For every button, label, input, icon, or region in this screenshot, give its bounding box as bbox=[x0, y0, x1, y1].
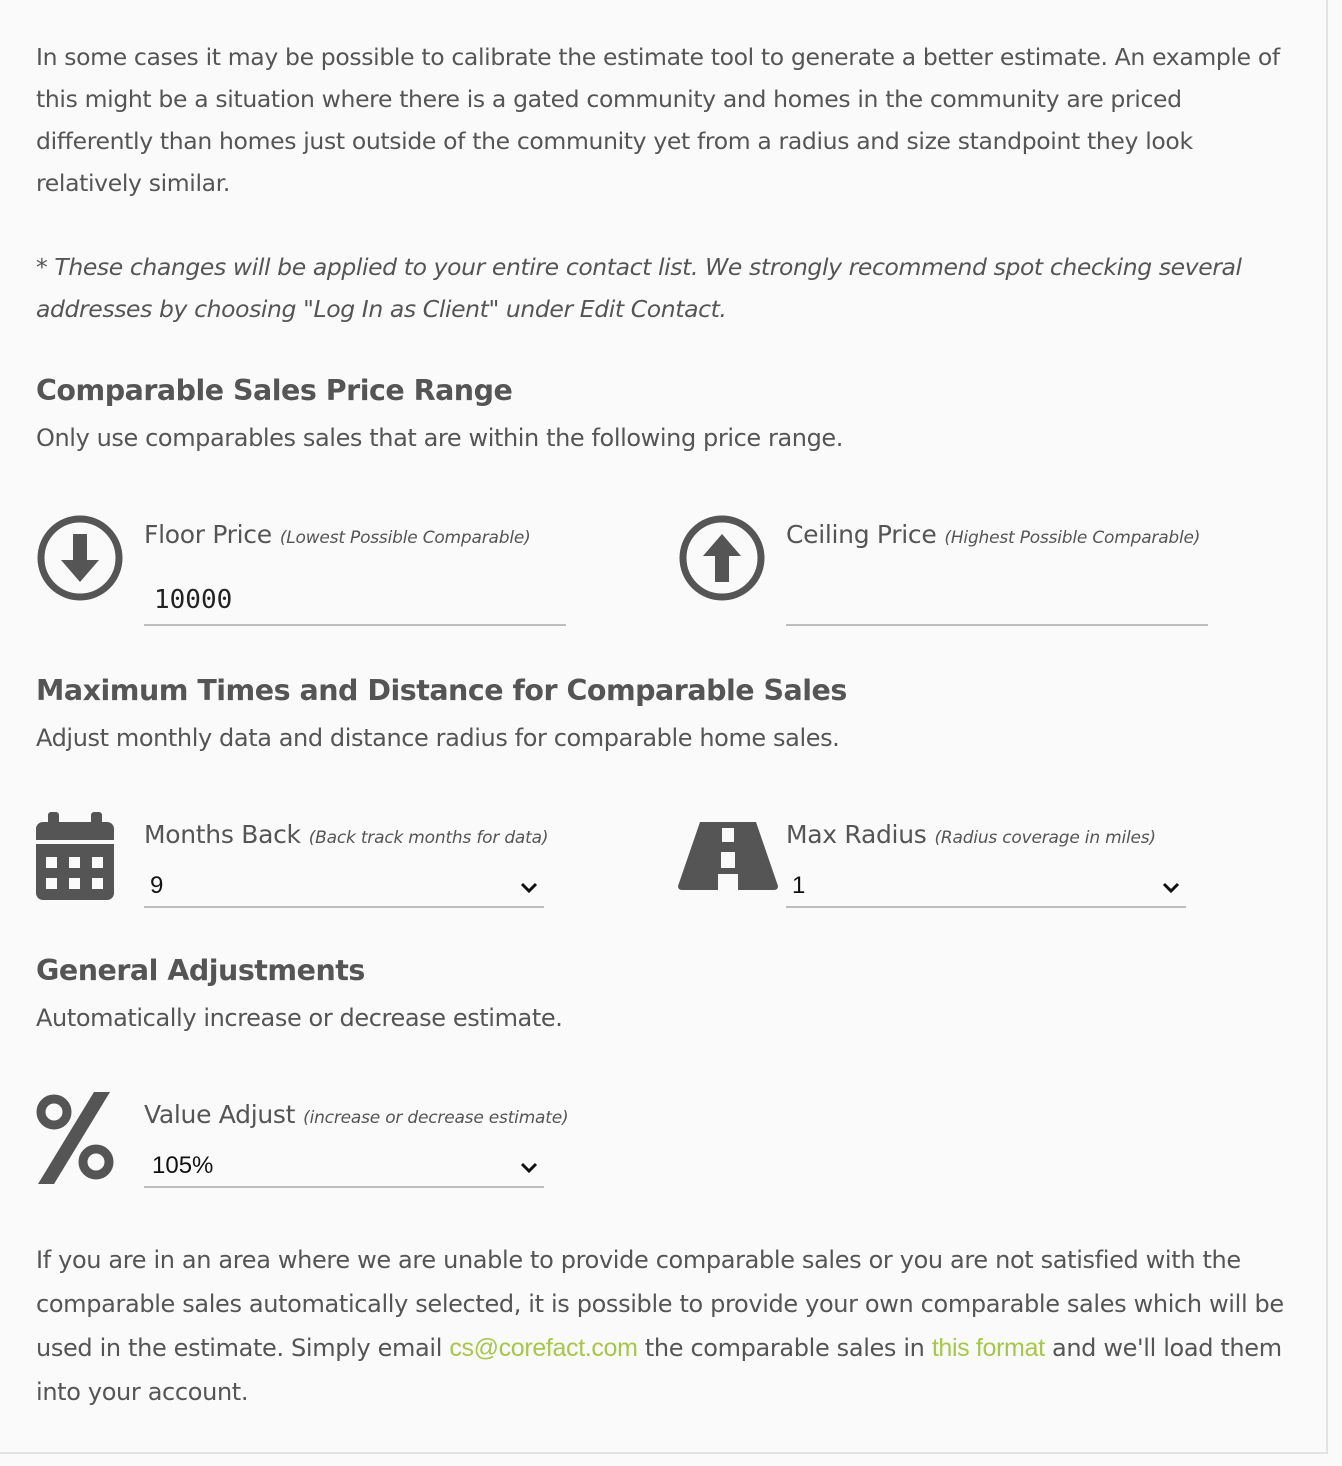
time-distance-heading: Maximum Times and Distance for Comparable Sales bbox=[36, 674, 847, 707]
value-adjust-label-text: Value Adjust bbox=[144, 1100, 296, 1129]
value-adjust-label bbox=[144, 1100, 568, 1129]
support-email-link[interactable]: cs@corefact.com bbox=[449, 1334, 638, 1362]
custom-comps-paragraph bbox=[36, 1238, 1296, 1414]
months-back-field bbox=[36, 810, 596, 920]
max-radius-value: 1 bbox=[792, 872, 806, 899]
calendar-icon bbox=[36, 812, 114, 902]
adjustments-heading: General Adjustments bbox=[36, 954, 365, 987]
max-radius-label bbox=[786, 820, 1156, 849]
price-range-subtitle: Only use comparables sales that are within the following price range. bbox=[36, 424, 844, 452]
arrow-up-circle-icon bbox=[678, 514, 766, 602]
floor-price-hint: (Lowest Possible Comparable) bbox=[279, 528, 531, 548]
chevron-down-icon bbox=[1162, 882, 1180, 894]
outro-text-2: the comparable sales in bbox=[637, 1334, 932, 1362]
value-adjust-value: 105% bbox=[152, 1152, 214, 1179]
price-range-heading: Comparable Sales Price Range bbox=[36, 374, 513, 407]
value-adjust-underline bbox=[144, 1186, 544, 1188]
percent-icon bbox=[36, 1092, 116, 1184]
max-radius-underline bbox=[786, 906, 1186, 908]
floor-price-input[interactable] bbox=[154, 582, 554, 618]
value-adjust-hint: (increase or decrease estimate) bbox=[303, 1108, 569, 1128]
ceiling-price-field bbox=[678, 510, 1258, 640]
floor-price-underline bbox=[144, 624, 566, 626]
outro-text-1: If you are in an area where we are unable to provide comparable sales or you are not satisfied with the comparable sales automatically selected, it is possible to provide your own comparable sales which will be used in the estimate. Simply email bbox=[36, 1246, 1284, 1362]
max-radius-field bbox=[678, 810, 1258, 920]
months-back-value: 9 bbox=[150, 872, 164, 899]
time-distance-subtitle: Adjust monthly data and distance radius for comparable home sales. bbox=[36, 724, 840, 752]
max-radius-select[interactable] bbox=[786, 868, 1186, 908]
floor-price-field bbox=[36, 510, 596, 640]
chevron-down-icon bbox=[520, 882, 538, 894]
months-back-label bbox=[144, 820, 548, 849]
arrow-down-circle-icon bbox=[36, 514, 124, 602]
warning-note: * These changes will be applied to your entire contact list. We strongly recommend spot checking several addresses by choosing "Log In as Client" under Edit Contact. bbox=[36, 253, 1242, 323]
ceiling-price-underline bbox=[786, 624, 1208, 626]
value-adjust-field bbox=[36, 1090, 596, 1200]
ceiling-price-label-text: Ceiling Price bbox=[786, 520, 937, 549]
floor-price-label-text: Floor Price bbox=[144, 520, 272, 549]
intro-paragraph: In some cases it may be possible to calibrate the estimate tool to generate a better estimate. An example of this might be a situation where there is a gated community and homes in the community are priced differently than homes just outside of the community yet from a radius and size standpoint they look relatively similar. bbox=[36, 43, 1280, 197]
ceiling-price-input[interactable] bbox=[796, 582, 1196, 618]
ceiling-price-label bbox=[786, 520, 1200, 549]
ceiling-price-hint: (Highest Possible Comparable) bbox=[944, 528, 1201, 548]
chevron-down-icon bbox=[520, 1162, 538, 1174]
months-back-hint: (Back track months for data) bbox=[308, 828, 549, 848]
months-back-underline bbox=[144, 906, 544, 908]
months-back-select[interactable] bbox=[144, 868, 544, 908]
adjustments-subtitle: Automatically increase or decrease estimate. bbox=[36, 1004, 563, 1032]
months-back-label-text: Months Back bbox=[144, 820, 301, 849]
format-link[interactable]: this format bbox=[931, 1334, 1045, 1362]
max-radius-hint: (Radius coverage in miles) bbox=[934, 828, 1156, 848]
max-radius-label-text: Max Radius bbox=[786, 820, 927, 849]
floor-price-label bbox=[144, 520, 531, 549]
road-icon bbox=[678, 822, 778, 892]
outro-text-3: and we'll load them into your account. bbox=[36, 1334, 1282, 1406]
value-adjust-select[interactable] bbox=[144, 1148, 544, 1188]
